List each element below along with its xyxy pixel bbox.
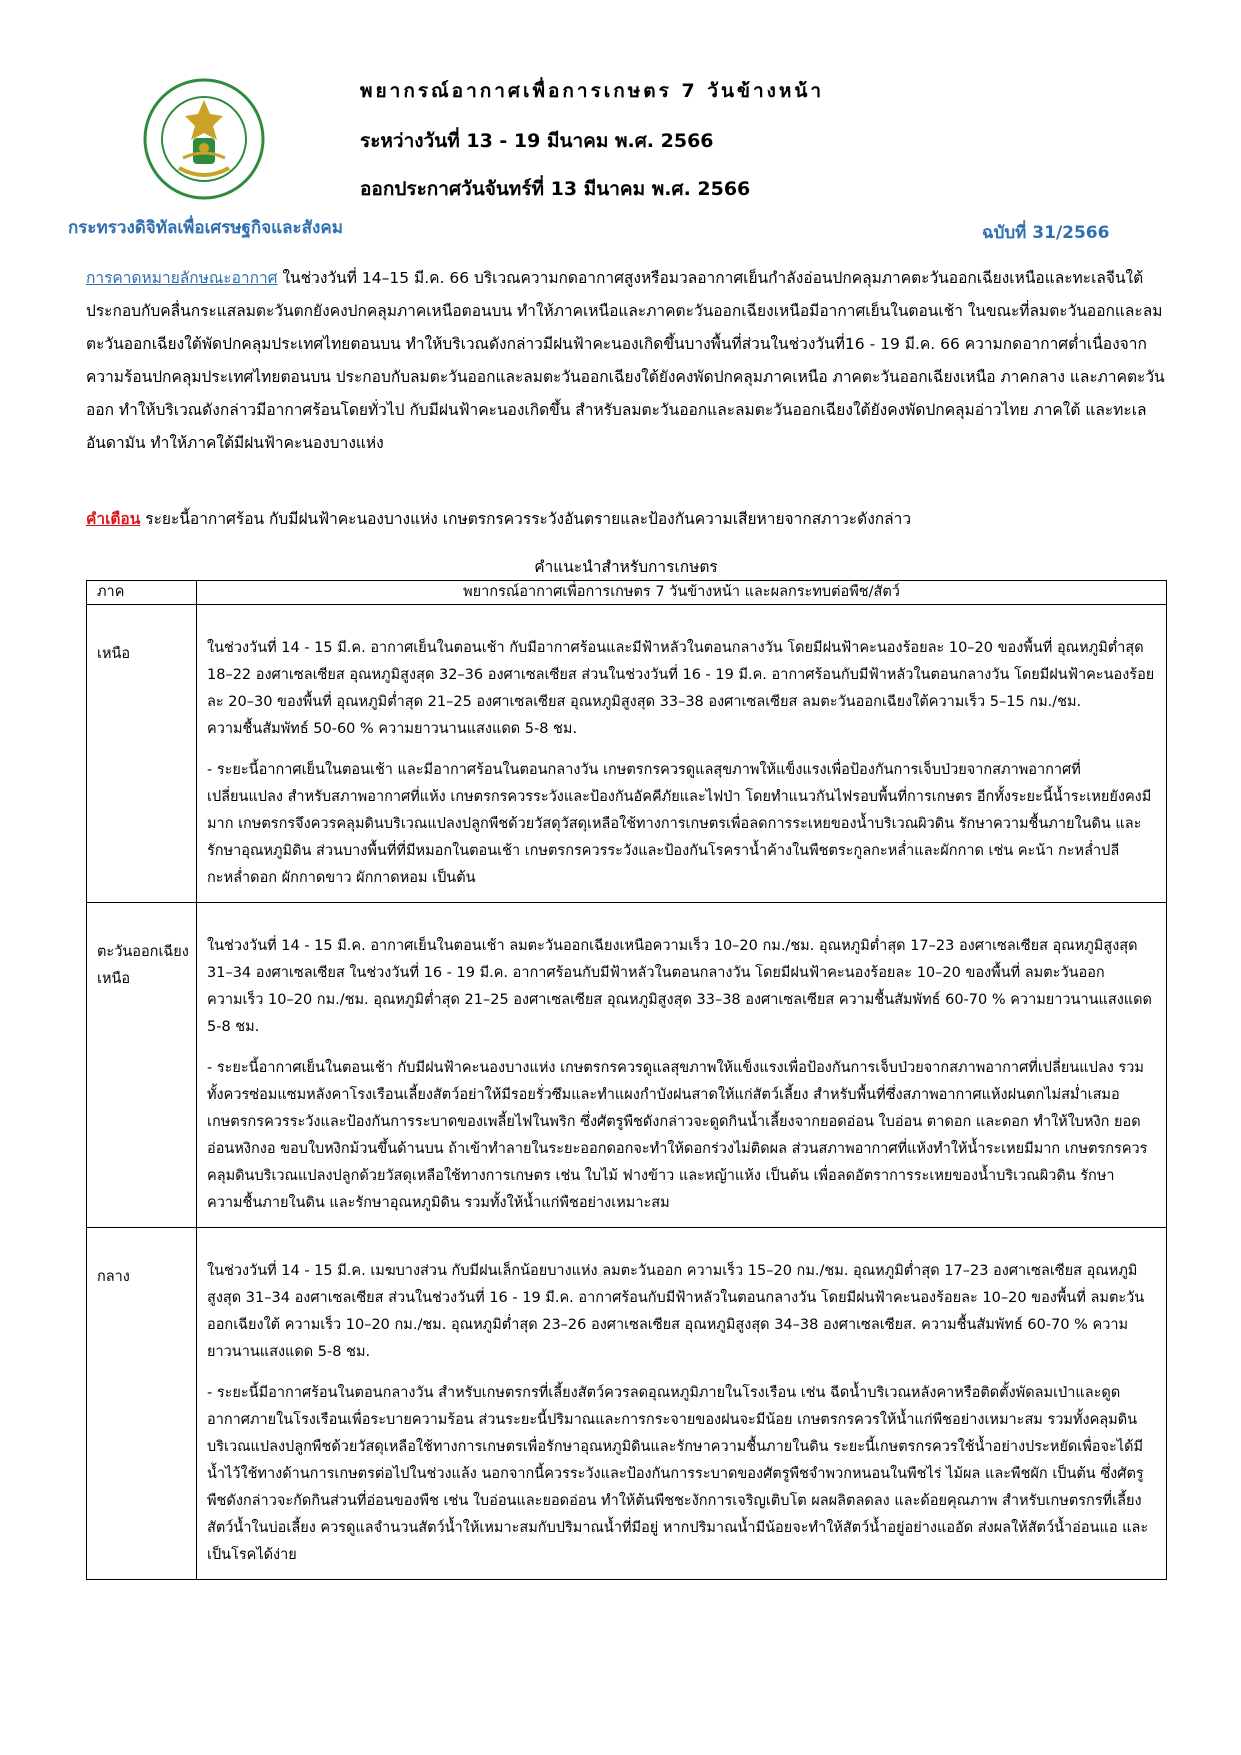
summary-text: ในช่วงวันที่ 14–15 มี.ค. 66 บริเวณความกดอากาศสูงหรือมวลอากาศเย็นกำลังอ่อนปกคลุมภาคตะวันออกเฉียงเหนือและทะเลจีนใต้ ประกอบกับคลื่นกระแสลมตะวันตกยังคงปกคลุมภาคเหนือตอนบน ทำให้ภาคเหนือและภาคตะวันออกเฉียงเหนือมีอากาศเย็นในตอนเช้า ในขณะที่ลมตะวันออกและลมตะวันออกเฉียงใต้พัดปกคลุมประเทศไทยตอนบน ทำให้บริเวณดังกล่าวมีฝนฟ้าคะนองเกิดขึ้นบางพื้นที่ส่วนในช่วงวันที่16 - 19 มี.ค. 66 ความกดอากาศต่ำเนื่องจากความร้อนปกคลุมประเทศไทยตอนบน ประกอบกับลมตะวันออกและลมตะวันออกเฉียงใต้ยังคงพัดปกคลุมภาคเหนือ ภาคตะวันออกเฉียงเหนือ ภาคกลาง และภาคตะวันออก ทำให้บริเวณดังกล่าวมีอากาศร้อนโดยทั่วไป กับมีฝนฟ้าคะนองเกิดขึ้น สำหรับลมตะวันออกและลมตะวันออกเฉียงใต้ยังคงพัดปกคลุมอ่าวไทย ภาคใต้ และทะเลอันดามัน ทำให้ภาคใต้มีฝนฟ้าคะนองบางแห่ง: [86, 269, 1165, 452]
table-caption: คำแนะนำสำหรับการเกษตร: [534, 558, 718, 576]
region-cell: ตะวันออกเฉียงเหนือ: [87, 903, 197, 1228]
forecast-period: ระหว่างวันที่ 13 - 19 มีนาคม พ.ศ. 2566: [360, 130, 714, 152]
forecast-text: ในช่วงวันที่ 14 - 15 มี.ค. เมฆบางส่วน กับมีฝนเล็กน้อยบางแห่ง ลมตะวันออก ความเร็ว 15–20 กม./ชม. อุณหภูมิต่ำสุด 17–23 องศาเซลเซียส อุณหภูมิสูงสุด 31–34 องศาเซลเซียส ส่วนในช่วงวันที่ 16 - 19 มี.ค. อากาศร้อนกับมีฟ้าหลัวในตอนกลางวัน โดยมีฝนฟ้าคะนองร้อยละ 10–20 ของพื้นที่ ลมตะวันออกเฉียงใต้ ความเร็ว 10–20 กม./ชม. อุณหภูมิต่ำสุด 23–26 องศาเซลเซียส อุณหภูมิสูงสุด 34–38 องศาเซลเซียส. ความชื้นสัมพัทธ์ 60-70 % ความยาวนานแสงแดด 5-8 ชม.: [207, 1263, 1145, 1360]
table-row: [87, 903, 1167, 1228]
summary-label: การคาดหมายลักษณะอากาศ: [86, 269, 278, 287]
header-forecast: พยากรณ์อากาศเพื่อการเกษตร 7 วันข้างหน้า และผลกระทบต่อพืช/สัตว์: [197, 581, 1167, 605]
table-row: [87, 605, 1167, 903]
detail-cell: [197, 903, 1167, 1228]
detail-cell: [197, 1228, 1167, 1580]
region-cell: เหนือ: [87, 605, 197, 903]
agriculture-forecast-table: [86, 580, 1167, 1580]
forecast-text: ในช่วงวันที่ 14 - 15 มี.ค. อากาศเย็นในตอนเช้า กับมีอากาศร้อนและมีฟ้าหลัวในตอนกลางวัน โดยมีฝนฟ้าคะนองร้อยละ 10–20 ของพื้นที่ อุณหภูมิต่ำสุด 18–22 องศาเซลเซียส อุณหภูมิสูงสุด 32–36 องศาเซลเซียส ส่วนในช่วงวันที่ 16 - 19 มี.ค. อากาศร้อนกับมีฟ้าหลัวในตอนกลางวัน โดยมีฝนฟ้าคะนองร้อยละ 20–30 ของพื้นที่ อุณหภูมิต่ำสุด 21–25 องศาเซลเซียส อุณหภูมิสูงสุด 33–38 องศาเซลเซียส ลมตะวันออกเฉียงใต้ความเร็ว 5–15 กม./ชม. ความชื้นสัมพัทธ์ 50-60 % ความยาวนานแสงแดด 5-8 ชม.: [207, 640, 1155, 737]
advice-text: - ระยะนี้มีอากาศร้อนในตอนกลางวัน สำหรับเกษตรกรที่เลี้ยงสัตว์ควรลดอุณหภูมิภายในโรงเรือน เช่น ฉีดน้ำบริเวณหลังคาหรือติดตั้งพัดลมเป่าและดูดอากาศภายในโรงเรือนเพื่อระบายความร้อน ส่วนระยะนี้ปริมาณและการกระจายของฝนจะมีน้อย เกษตรกรควรให้น้ำแก่พืชอย่างเหมาะสม รวมทั้งคลุมดินบริเวณแปลงปลูกพืชด้วยวัสดุเหลือใช้ทางการเกษตรเพื่อรักษาอุณหภูมิดินและรักษาความชื้นภายในดิน ระยะนี้เกษตรกรควรใช้น้ำอย่างประหยัดเพื่อจะได้มีน้ำไว้ใช้ทางด้านการเกษตรต่อไปในช่วงแล้ง นอกจากนี้ควรระวังและป้องกันการระบาดของศัตรูพืชจำพวกหนอนในพืชไร่ ไม้ผล และพืชผัก เป็นต้น ซึ่งศัตรูพืชดังกล่าวจะกัดกินส่วนที่อ่อนของพืช เช่น ใบอ่อนและยอดอ่อน ทำให้ต้นพืชชะงักการเจริญเติบโต ผลผลิตลดลง และด้อยคุณภาพ สำหรับเกษตรกรที่เลี้ยงสัตว์น้ำในบ่อเลี้ยง ควรดูแลจำนวนสัตว์น้ำให้เหมาะสมกับปริมาณน้ำที่มีอยู่ หากปริมาณน้ำมีน้อยจะทำให้สัตว์น้ำอยู่อย่างแออัด ส่งผลให้สัตว์น้ำอ่อนแอ และเป็นโรคได้ง่าย: [207, 1385, 1149, 1563]
issue-date: ออกประกาศวันจันทร์ที่ 13 มีนาคม พ.ศ. 2566: [360, 178, 751, 200]
warning: [86, 507, 1176, 531]
detail-cell: [197, 605, 1167, 903]
table-header-row: [87, 581, 1167, 605]
warning-label: คำเตือน: [86, 510, 141, 528]
document-title: พยากรณ์อากาศเพื่อการเกษตร 7 วันข้างหน้า: [360, 80, 825, 102]
warning-text: ระยะนี้อากาศร้อน กับมีฝนฟ้าคะนองบางแห่ง เกษตรกรควรระวังอันตรายและป้องกันความเสียหายจากสภาวะดังกล่าว: [140, 510, 912, 528]
region-cell: กลาง: [87, 1228, 197, 1580]
weather-summary: [86, 262, 1166, 460]
header-region: ภาค: [87, 581, 197, 605]
advice-text: - ระยะนี้อากาศเย็นในตอนเช้า และมีอากาศร้อนในตอนกลางวัน เกษตรกรควรดูแลสุขภาพให้แข็งแรงเพื่อป้องกันการเจ็บป่วยจากสภาพอากาศที่เปลี่ยนแปลง สำหรับสภาพอากาศที่แห้ง เกษตรกรควรระวังและป้องกันอัคคีภัยและไฟป่า โดยทำแนวกันไฟรอบพื้นที่การเกษตร อีกทั้งระยะนี้น้ำระเหยยังคงมีมาก เกษตรกรจึงควรคลุมดินบริเวณแปลงปลูกพืชด้วยวัสดุวัสดุเหลือใช้ทางการเกษตรเพื่อลดการระเหยของน้ำบริเวณผิวดิน รักษาความชื้นภายในดิน และรักษาอุณหภูมิดิน ส่วนบางพื้นที่ที่มีหมอกในตอนเช้า เกษตรกรควรระวังและป้องกันโรคราน้ำค้างในพืชตระกูลกะหล่ำและผักกาด เช่น คะน้า กะหล่ำปลี กะหล่ำดอก ผักกาดขาว ผักกาดหอม เป็นต้น: [207, 762, 1152, 886]
table-row: [87, 1228, 1167, 1580]
issue-number: ฉบับที่ 31/2566: [982, 223, 1110, 243]
forecast-text: ในช่วงวันที่ 14 - 15 มี.ค. อากาศเย็นในตอนเช้า ลมตะวันออกเฉียงเหนือความเร็ว 10–20 กม./ชม. อุณหภูมิต่ำสุด 17–23 องศาเซลเซียส อุณหภูมิสูงสุด 31–34 องศาเซลเซียส ในช่วงวันที่ 16 - 19 มี.ค. อากาศร้อนกับมีฟ้าหลัวในตอนกลางวัน โดยมีฝนฟ้าคะนองร้อยละ 10–20 ของพื้นที่ ลมตะวันออกความเร็ว 10–20 กม./ชม. อุณหภูมิต่ำสุด 21–25 องศาเซลเซียส อุณหภูมิสูงสุด 33–38 องศาเซลเซียส ความชื้นสัมพัทธ์ 60-70 % ความยาวนานแสงแดด 5-8 ชม.: [207, 938, 1152, 1035]
advice-text: - ระยะนี้อากาศเย็นในตอนเช้า กับมีฝนฟ้าคะนองบางแห่ง เกษตรกรควรดูแลสุขภาพให้แข็งแรงเพื่อป้องกันการเจ็บป่วยจากสภาพอากาศที่เปลี่ยนแปลง รวมทั้งควรซ่อมแซมหลังคาโรงเรือนเลี้ยงสัตว์อย่าให้มีรอยรั่วซึมและทำแผงกำบังฝนสาดให้แก่สัตว์เลี้ยง สำหรับพื้นที่ซึ่งสภาพอากาศแห้งฝนตกไม่สม่ำเสมอ เกษตรกรควรระวังและป้องกันการระบาดของเพลี้ยไฟในพริก ซึ่งศัตรูพืชดังกล่าวจะดูดกินน้ำเลี้ยงจากยอดอ่อน ใบอ่อน ตาดอก และดอก ทำให้ใบหงิก ยอดอ่อนหงิกงอ ขอบใบหงิกม้วนขึ้นด้านบน ถ้าเข้าทำลายในระยะออกดอกจะทำให้ดอกร่วงไม่ติดผล ส่วนสภาพอากาศที่แห้งทำให้น้ำระเหยมีมาก เกษตรกรควรคลุมดินบริเวณแปลงปลูกด้วยวัสดุเหลือใช้ทางการเกษตร เช่น ใบไม้ ฟางข้าว และหญ้าแห้ง เป็นต้น เพื่อลดอัตราการระเหยของน้ำบริเวณผิวดิน รักษาความชื้นภายในดิน และรักษาอุณหภูมิดิน รวมทั้งให้น้ำแก่พืชอย่างเหมาะสม: [207, 1060, 1148, 1211]
meteorological-department-logo: [143, 78, 265, 200]
ministry-name: กระทรวงดิจิทัลเพื่อเศรษฐกิจและสังคม: [68, 218, 343, 238]
